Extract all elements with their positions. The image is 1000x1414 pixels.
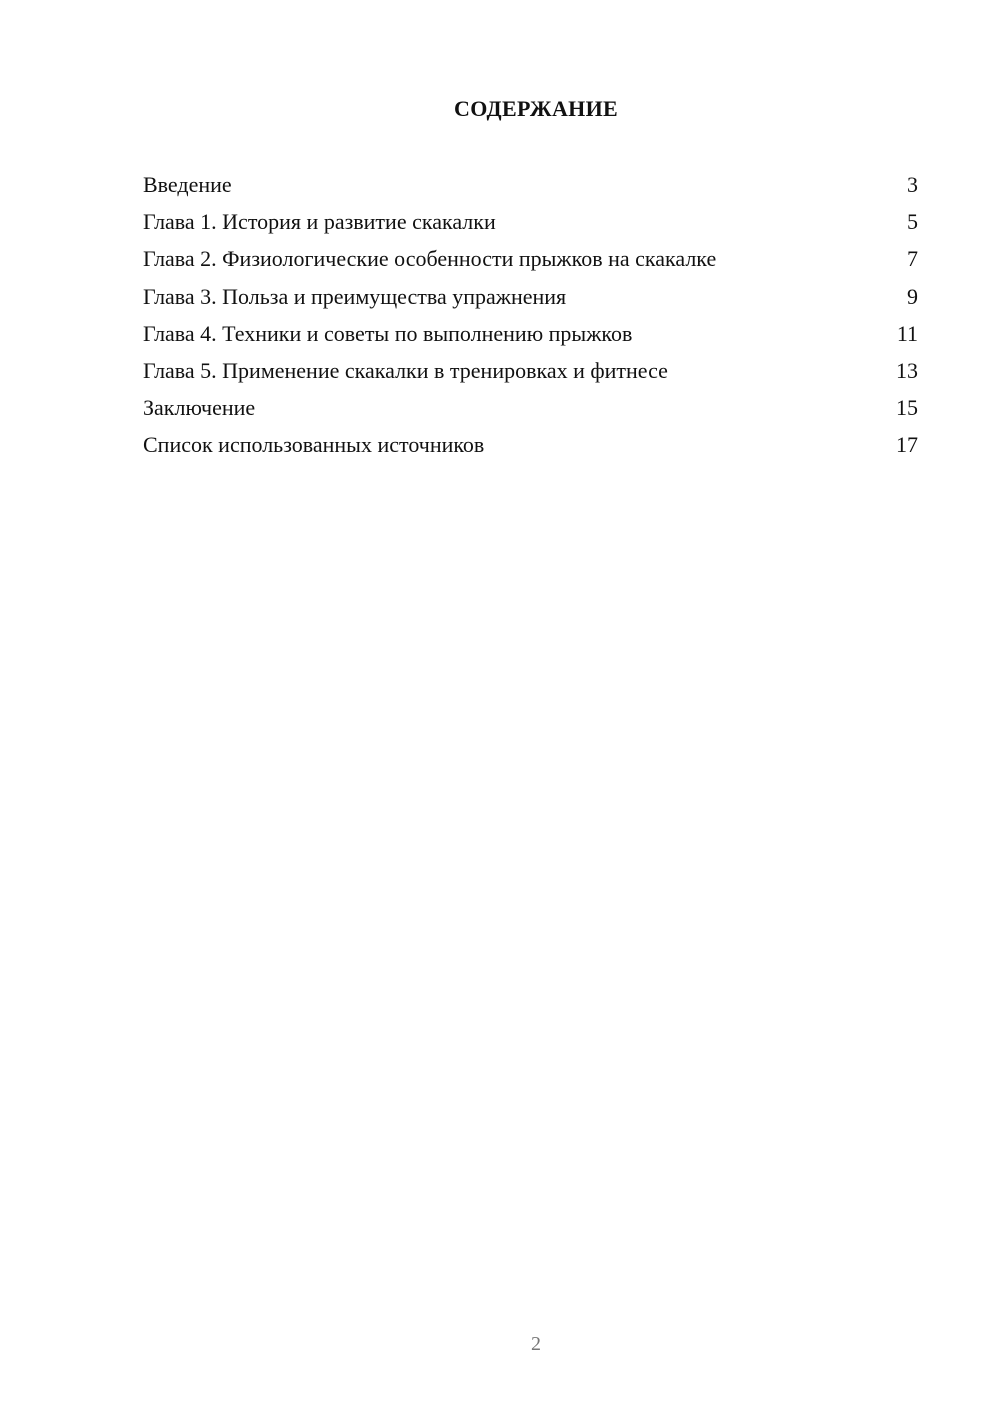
toc-entry[interactable] — [143, 389, 918, 426]
toc-entry-page: 15 — [896, 395, 918, 421]
toc-entry-page: 3 — [907, 172, 918, 197]
toc-entry-label: Глава 5. Применение скакалки в тренировках и фитнесе — [143, 357, 668, 383]
toc-entry-page: 7 — [907, 246, 918, 272]
toc-entry[interactable] — [143, 426, 918, 463]
table-of-contents — [143, 166, 918, 464]
toc-entry[interactable] — [143, 315, 918, 352]
toc-entry[interactable] — [143, 166, 918, 203]
toc-entry[interactable] — [143, 203, 918, 240]
toc-entry-page: 5 — [907, 209, 918, 235]
page-number: 2 — [531, 1333, 541, 1355]
toc-entry-label: Список использованных источников — [143, 432, 485, 458]
toc-entry-label: Глава 2. Физиологические особенности прыжков на скакалке — [143, 246, 717, 272]
toc-entry-page: 11 — [896, 320, 918, 346]
toc-entry-label: Глава 3. Польза и преимущества упражнения — [143, 283, 567, 309]
toc-title: СОДЕРЖАНИЕ — [454, 96, 618, 121]
toc-entry[interactable] — [143, 240, 918, 277]
toc-entry-page: 13 — [896, 357, 918, 383]
toc-entry[interactable] — [143, 352, 918, 389]
toc-entry[interactable] — [143, 278, 918, 315]
toc-entry-page: 9 — [907, 283, 918, 309]
toc-entry-label: Введение — [143, 172, 232, 197]
toc-entry-label: Глава 1. История и развитие скакалки — [143, 209, 496, 235]
toc-entry-page: 17 — [896, 432, 918, 458]
toc-entry-label: Глава 4. Техники и советы по выполнению прыжков — [143, 320, 633, 346]
toc-entry-label: Заключение — [143, 395, 256, 421]
